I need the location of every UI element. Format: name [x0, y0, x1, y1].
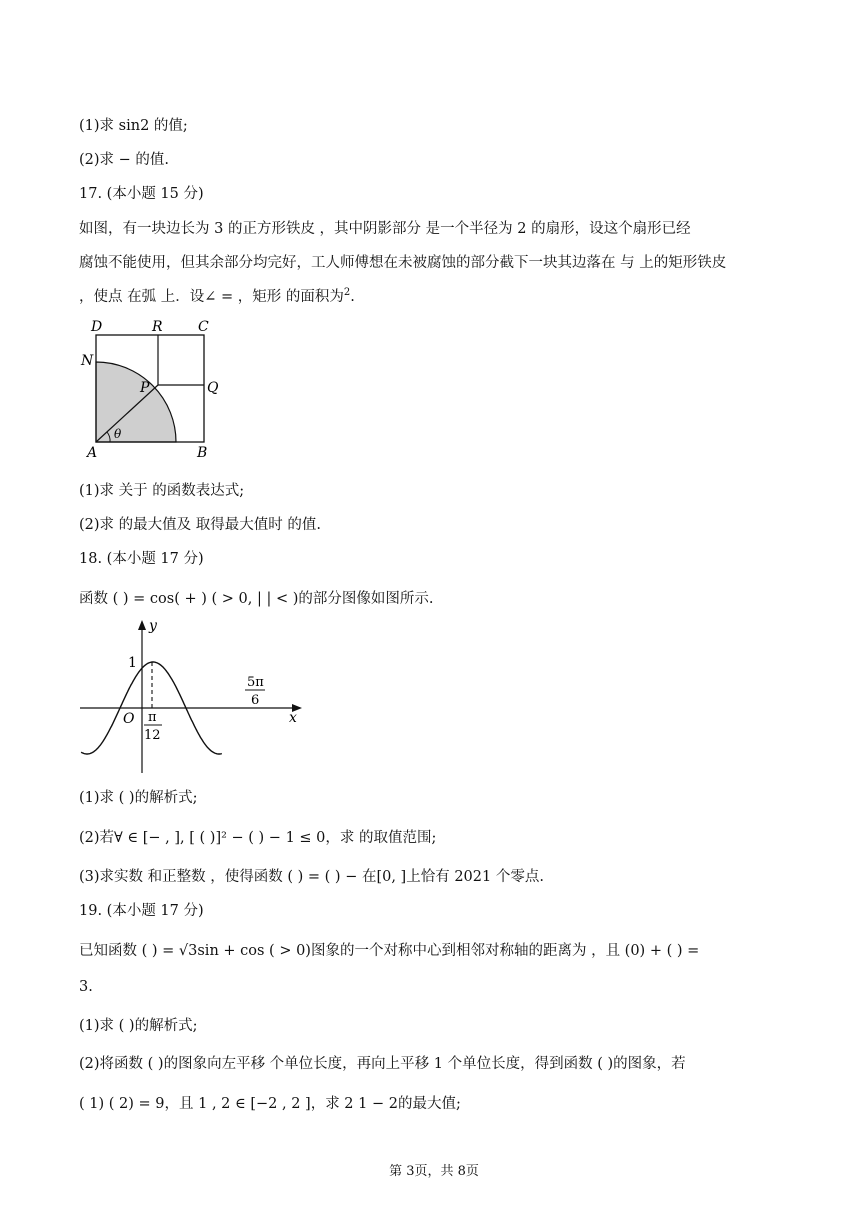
- label-one: 1: [128, 655, 137, 671]
- shaded-sector: [96, 362, 176, 442]
- label-b: B: [197, 445, 208, 460]
- q18-part3: (3)求实数 和正整数 ，使得函数 ( ) = ( ) − 在[0, ]上恰有 2021 个零点.: [79, 869, 544, 885]
- q18-part1: (1)求 ( )的解析式;: [79, 790, 198, 806]
- q17-part2: (2)求 的最大值及 取得最大值时 的值.: [79, 517, 321, 533]
- label-six: 6: [251, 693, 260, 708]
- q18-part2: (2)若∀ ∈ [− , ], [ ( )]² − ( ) − 1 ≤ 0，求 的取值范围;: [79, 830, 437, 846]
- q17-text-3-body: ，使点 在弧 上．设∠ = ，矩形 的面积为: [79, 289, 344, 305]
- q16-part2: (2)求 − 的值.: [79, 152, 170, 168]
- label-q: Q: [207, 380, 219, 396]
- label-y: y: [149, 618, 157, 634]
- q17-text-1: 如图，有一块边长为 3 的正方形铁皮 ，其中阴影部分 是一个半径为 2 的扇形，设这个扇形已经: [79, 221, 691, 237]
- q18-text: 函数 ( ) = cos( + ) ( > 0, | | < )的部分图像如图所示.: [79, 591, 434, 607]
- label-a: A: [87, 445, 98, 460]
- label-r: R: [152, 319, 163, 335]
- q19-text-1: 已知函数 ( ) = √3sin + cos ( > 0)图象的一个对称中心到相邻对称轴的距离为 ，且 (0) + ( ) =: [79, 943, 700, 959]
- label-pi: π: [148, 710, 157, 725]
- q19-part2-cont: ( 1) ( 2) = 9，且 1 , 2 ∈ [−2 , 2 ]，求 2 1 − 2的最大值;: [79, 1096, 461, 1112]
- q17-text-2: 腐蚀不能使用，但其余部分均完好，工人师傅想在未被腐蚀的部分截下一块其边落在 与 上的矩形铁皮: [79, 255, 727, 271]
- q17-text-3: ，使点 在弧 上．设∠ = ，矩形 的面积为$^2$.: [79, 287, 355, 305]
- y-axis-arrow: [138, 620, 146, 630]
- label-theta: θ: [114, 427, 122, 441]
- q17-part1: (1)求 关于 的函数表达式;: [79, 483, 245, 499]
- cosine-graph: [80, 618, 310, 778]
- q19-heading: 19. (本小题 17 分): [79, 903, 204, 919]
- area-unit-sup: 2: [343, 287, 351, 299]
- square-sector-figure: [80, 318, 220, 460]
- label-twelve: 12: [144, 728, 161, 743]
- label-origin: O: [123, 711, 135, 727]
- q19-part1: (1)求 ( )的解析式;: [79, 1018, 198, 1034]
- label-n: N: [81, 353, 94, 369]
- label-fivepi: 5π: [247, 675, 264, 690]
- q19-text-2: 3.: [79, 979, 93, 995]
- label-x: x: [289, 710, 297, 726]
- label-c: C: [198, 319, 209, 335]
- label-p: P: [140, 380, 150, 396]
- label-d: D: [91, 319, 103, 335]
- q16-part1: (1)求 sin2 的值;: [79, 118, 188, 134]
- page-footer: 第 3页，共 8页: [389, 1164, 479, 1179]
- q18-heading: 18. (本小题 17 分): [79, 551, 204, 567]
- q17-heading: 17. (本小题 15 分): [79, 186, 204, 202]
- q19-part2: (2)将函数 ( )的图象向左平移 个单位长度，再向上平移 1 个单位长度，得到函数 ( )的图象，若: [79, 1056, 686, 1072]
